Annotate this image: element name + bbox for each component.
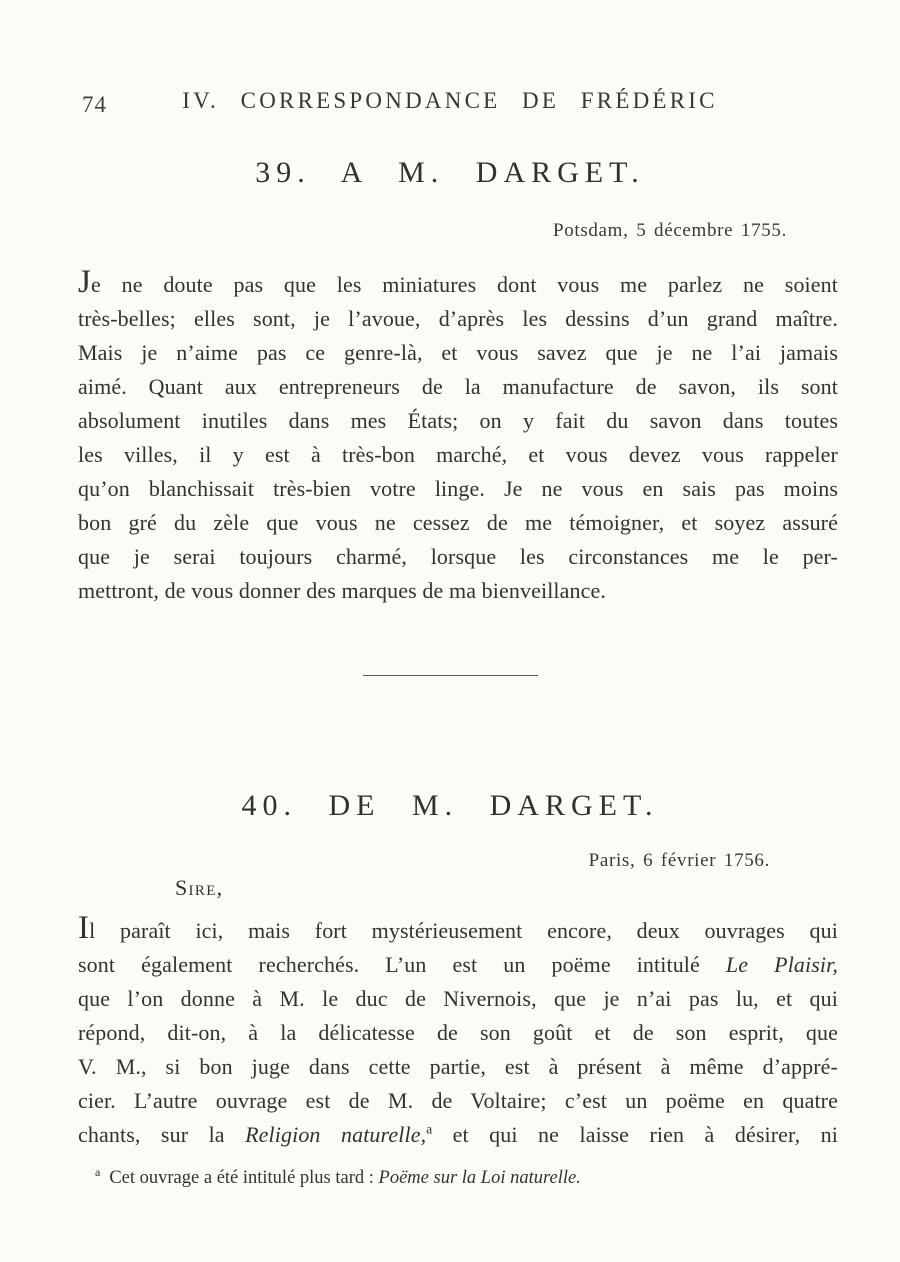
text-line [78, 404, 838, 438]
letter-39-dateline: Potsdam, 5 décembre 1755. [552, 220, 787, 241]
text-segment: que je serai toujours charmé, lorsque les circonstances me le per- [78, 544, 838, 569]
footnote [95, 1165, 835, 1191]
letter-40-dateline: Paris, 6 février 1756. [588, 850, 770, 871]
section-divider [363, 675, 538, 676]
text-line [78, 1050, 838, 1084]
text-segment: absolument inutiles dans mes États; on y fait du savon dans toutes [78, 408, 838, 433]
text-line [78, 472, 838, 506]
text-segment: V. M., si bon juge dans cette partie, est à présent à même d’appré- [78, 1054, 838, 1079]
running-header-title: IV. CORRESPONDANCE DE FRÉDÉRIC [182, 88, 718, 113]
text-segment: e ne doute pas que les miniatures dont vous me parlez ne soient [90, 272, 838, 297]
superscript-ref: a [426, 1121, 433, 1137]
text-segment: aimé. Quant aux entrepreneurs de la manufacture de savon, ils sont [78, 374, 838, 399]
text-line [78, 264, 838, 302]
italic-text: Religion naturelle, [245, 1122, 427, 1147]
text-segment: mettront, de vous donner des marques de ma bienveillance. [78, 578, 606, 603]
text-line [78, 574, 838, 608]
text-line [78, 910, 838, 948]
letter-39-body [78, 264, 838, 608]
text-line [78, 506, 838, 540]
running-head [0, 88, 900, 118]
text-segment: sont également recherchés. L’un est un poëme intitulé [78, 952, 726, 977]
letter-40-body [78, 910, 838, 1152]
text-segment: l paraît ici, mais fort mystérieusement encore, deux ouvrages qui [89, 918, 838, 943]
text-segment: Cet ouvrage a été intitulé plus tard : [109, 1168, 379, 1188]
text-line [78, 948, 838, 982]
text-segment: I [78, 910, 90, 946]
footnote-text [109, 1168, 580, 1188]
letter-39-heading: 39. A M. DARGET. [255, 156, 645, 189]
text-segment: qu’on blanchissait très-bien votre linge. Je ne vous en sais pas moins [78, 476, 838, 501]
text-segment: Mais je n’aime pas ce genre-là, et vous savez que je ne l’ai jamais [78, 340, 838, 365]
text-line [78, 336, 838, 370]
footnote-marker: a [95, 1164, 101, 1179]
text-segment: et qui ne laisse rien à désirer, ni [432, 1122, 838, 1147]
italic-text: Poëme sur la Loi naturelle. [378, 1168, 581, 1188]
letter-40-heading: 40. DE M. DARGET. [241, 789, 659, 822]
text-line [78, 1016, 838, 1050]
text-segment: cier. L’autre ouvrage est de M. de Voltaire; c’est un poëme en quatre [78, 1088, 838, 1113]
text-segment: très-belles; elles sont, je l’avoue, d’après les dessins d’un grand maître. [78, 306, 838, 331]
page-number: 74 [82, 92, 107, 117]
text-line [78, 540, 838, 574]
italic-text: Le Plaisir, [725, 952, 838, 977]
text-line [78, 1084, 838, 1118]
text-segment: J [78, 264, 91, 300]
text-line [78, 438, 838, 472]
text-segment: les villes, il y est à très-bon marché, et vous devez vous rappeler [78, 442, 838, 467]
letter-40-salutation: Sire, [175, 875, 224, 900]
text-segment: que l’on donne à M. le duc de Nivernois, que je n’ai pas lu, et qui [78, 986, 838, 1011]
text-line [78, 302, 838, 336]
text-line [78, 982, 838, 1016]
text-line [78, 1118, 838, 1152]
text-line [78, 370, 838, 404]
text-segment: chants, sur la [78, 1122, 246, 1147]
text-segment: répond, dit-on, à la délicatesse de son goût et de son esprit, que [78, 1020, 838, 1045]
text-segment: bon gré du zèle que vous ne cessez de me témoigner, et soyez assuré [78, 510, 838, 535]
